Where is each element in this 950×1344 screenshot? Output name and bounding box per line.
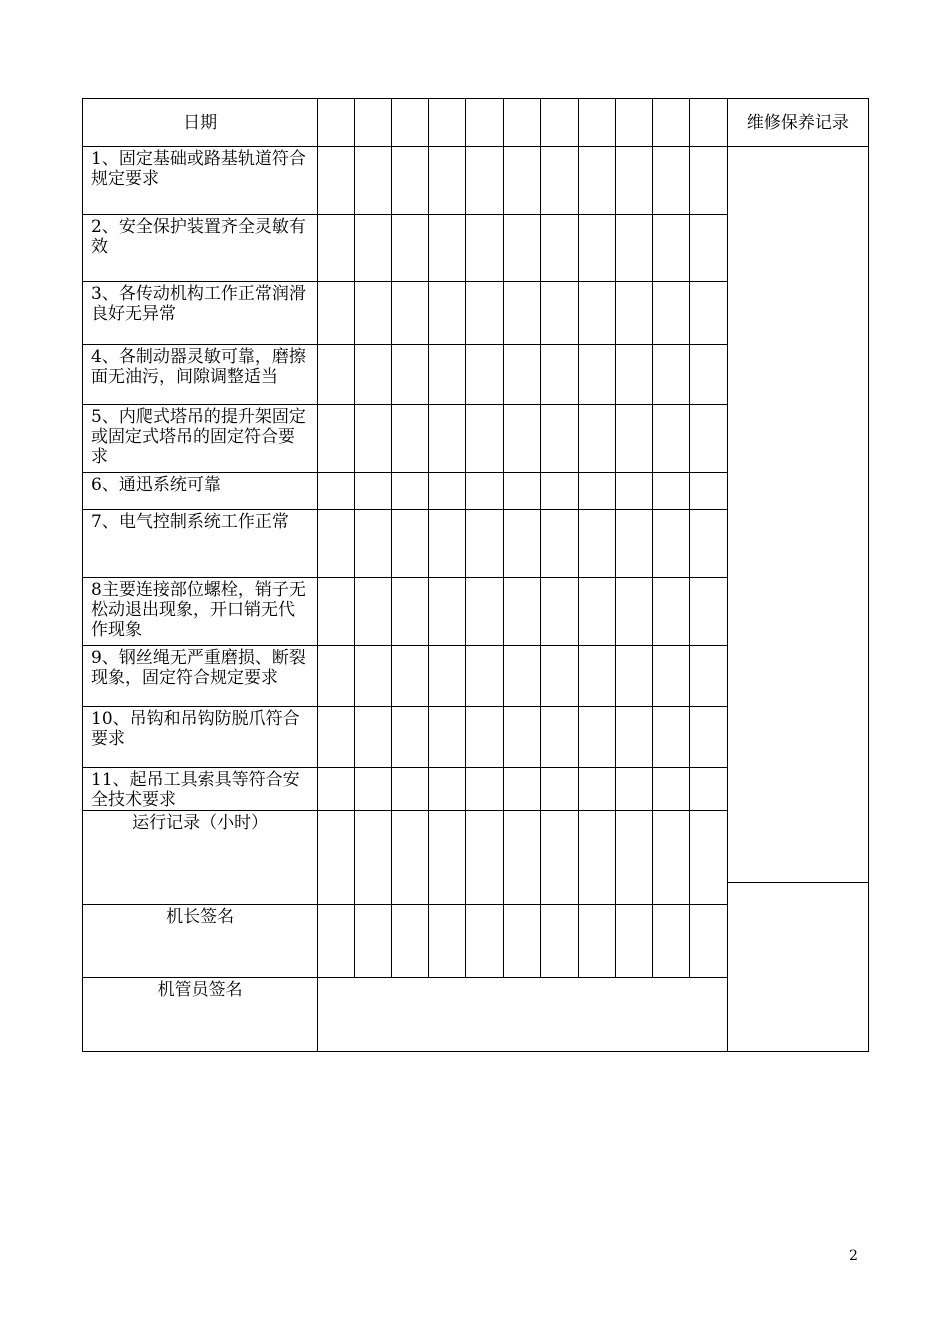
check-item-row: [83, 147, 869, 215]
date-cell[interactable]: [540, 99, 578, 147]
check-cell[interactable]: [615, 405, 652, 473]
check-cell[interactable]: [355, 473, 392, 510]
check-item-label: 4、各制动器灵敏可靠，磨擦面无油污，间隙调整适当: [83, 345, 318, 405]
check-cell[interactable]: [689, 405, 727, 473]
check-cell[interactable]: [652, 405, 689, 473]
check-cell[interactable]: [429, 473, 466, 510]
captain-sign-cell[interactable]: [355, 905, 392, 978]
check-cell[interactable]: [466, 707, 503, 768]
check-cell[interactable]: [503, 282, 540, 345]
check-cell[interactable]: [466, 768, 503, 811]
check-cell[interactable]: [318, 510, 355, 578]
check-cell[interactable]: [540, 215, 578, 282]
captain-sign-cell[interactable]: [466, 905, 503, 978]
captain-sign-cell[interactable]: [615, 905, 652, 978]
check-cell[interactable]: [429, 578, 466, 646]
check-item-label: 2、安全保护装置齐全灵敏有效: [83, 215, 318, 282]
check-cell[interactable]: [689, 768, 727, 811]
check-item-label: 8主要连接部位螺栓，销子无松动退出现象，开口销无代作现象: [83, 578, 318, 646]
check-cell[interactable]: [503, 345, 540, 405]
check-cell[interactable]: [466, 405, 503, 473]
captain-sign-cell[interactable]: [392, 905, 429, 978]
check-cell[interactable]: [652, 345, 689, 405]
date-cell[interactable]: [392, 99, 429, 147]
check-cell[interactable]: [689, 147, 727, 215]
check-cell[interactable]: [578, 768, 615, 811]
check-cell[interactable]: [392, 282, 429, 345]
check-cell[interactable]: [689, 578, 727, 646]
check-cell[interactable]: [652, 473, 689, 510]
check-cell[interactable]: [318, 345, 355, 405]
check-cell[interactable]: [466, 510, 503, 578]
check-cell[interactable]: [392, 578, 429, 646]
maintenance-header: 维修保养记录: [727, 99, 868, 147]
check-cell[interactable]: [689, 646, 727, 707]
check-cell[interactable]: [429, 707, 466, 768]
captain-sign-cell[interactable]: [318, 905, 355, 978]
check-item-label: 3、各传动机构工作正常润滑良好无异常: [83, 282, 318, 345]
run-record-cell[interactable]: [689, 811, 727, 905]
check-cell[interactable]: [578, 510, 615, 578]
check-cell[interactable]: [503, 405, 540, 473]
check-cell[interactable]: [615, 215, 652, 282]
check-item-label: 5、内爬式塔吊的提升架固定或固定式塔吊的固定符合要求: [83, 405, 318, 473]
check-cell[interactable]: [392, 510, 429, 578]
check-cell[interactable]: [578, 646, 615, 707]
check-cell[interactable]: [466, 646, 503, 707]
check-cell[interactable]: [392, 147, 429, 215]
check-cell[interactable]: [503, 510, 540, 578]
check-cell[interactable]: [318, 405, 355, 473]
check-cell[interactable]: [466, 345, 503, 405]
check-cell[interactable]: [318, 768, 355, 811]
check-cell[interactable]: [689, 510, 727, 578]
run-record-cell[interactable]: [466, 811, 503, 905]
date-cell[interactable]: [689, 99, 727, 147]
check-cell[interactable]: [318, 282, 355, 345]
check-cell[interactable]: [392, 707, 429, 768]
check-item-label: 10、吊钩和吊钩防脱爪符合要求: [83, 707, 318, 768]
check-cell[interactable]: [466, 215, 503, 282]
check-cell[interactable]: [355, 578, 392, 646]
check-cell[interactable]: [429, 646, 466, 707]
check-cell[interactable]: [652, 768, 689, 811]
check-cell[interactable]: [652, 215, 689, 282]
check-cell[interactable]: [652, 510, 689, 578]
run-record-cell[interactable]: [540, 811, 578, 905]
check-cell[interactable]: [652, 646, 689, 707]
check-item-label: 6、通迅系统可靠: [83, 473, 318, 510]
run-record-cell[interactable]: [615, 811, 652, 905]
check-cell[interactable]: [355, 510, 392, 578]
date-cell[interactable]: [355, 99, 392, 147]
run-record-cell[interactable]: [429, 811, 466, 905]
check-cell[interactable]: [540, 768, 578, 811]
run-record-cell[interactable]: [578, 811, 615, 905]
run-record-cell[interactable]: [503, 811, 540, 905]
captain-sign-cell[interactable]: [578, 905, 615, 978]
check-cell[interactable]: [689, 473, 727, 510]
date-cell[interactable]: [466, 99, 503, 147]
check-cell[interactable]: [689, 282, 727, 345]
check-cell[interactable]: [540, 707, 578, 768]
check-cell[interactable]: [578, 473, 615, 510]
page-number: 2: [849, 1248, 858, 1264]
check-cell[interactable]: [355, 345, 392, 405]
check-cell[interactable]: [540, 345, 578, 405]
check-cell[interactable]: [503, 768, 540, 811]
captain-sign-cell[interactable]: [503, 905, 540, 978]
check-cell[interactable]: [578, 405, 615, 473]
captain-sign-cell[interactable]: [689, 905, 727, 978]
check-cell[interactable]: [615, 147, 652, 215]
date-cell[interactable]: [652, 99, 689, 147]
run-record-label: 运行记录（小时）: [83, 811, 318, 905]
check-cell[interactable]: [540, 646, 578, 707]
check-cell[interactable]: [615, 473, 652, 510]
check-cell[interactable]: [689, 215, 727, 282]
captain-sign-label: 机长签名: [83, 905, 318, 978]
check-item-label: 1、固定基础或路基轨道符合规定要求: [83, 147, 318, 215]
check-cell[interactable]: [466, 282, 503, 345]
maintenance-record-area[interactable]: [727, 147, 868, 883]
check-cell[interactable]: [318, 646, 355, 707]
check-cell[interactable]: [503, 147, 540, 215]
check-cell[interactable]: [466, 147, 503, 215]
check-cell[interactable]: [540, 147, 578, 215]
check-cell[interactable]: [540, 510, 578, 578]
check-cell[interactable]: [392, 473, 429, 510]
check-cell[interactable]: [355, 405, 392, 473]
run-record-cell[interactable]: [392, 811, 429, 905]
date-cell[interactable]: [429, 99, 466, 147]
check-cell[interactable]: [689, 345, 727, 405]
check-cell[interactable]: [540, 405, 578, 473]
check-cell[interactable]: [503, 578, 540, 646]
check-cell[interactable]: [652, 282, 689, 345]
check-cell[interactable]: [503, 707, 540, 768]
check-cell[interactable]: [392, 345, 429, 405]
check-cell[interactable]: [652, 707, 689, 768]
captain-sign-cell[interactable]: [540, 905, 578, 978]
check-cell[interactable]: [503, 215, 540, 282]
check-cell[interactable]: [540, 578, 578, 646]
check-cell[interactable]: [355, 147, 392, 215]
check-item-label: 9、钢丝绳无严重磨损、断裂现象，固定符合规定要求: [83, 646, 318, 707]
check-cell[interactable]: [429, 215, 466, 282]
check-cell[interactable]: [652, 578, 689, 646]
check-cell[interactable]: [392, 768, 429, 811]
check-cell[interactable]: [355, 215, 392, 282]
check-cell[interactable]: [429, 768, 466, 811]
inspection-table: [82, 98, 869, 1052]
check-cell[interactable]: [429, 147, 466, 215]
captain-sign-cell[interactable]: [429, 905, 466, 978]
check-cell[interactable]: [318, 578, 355, 646]
check-cell[interactable]: [578, 578, 615, 646]
header-row: [83, 99, 869, 147]
check-cell[interactable]: [318, 707, 355, 768]
date-cell[interactable]: [615, 99, 652, 147]
check-cell[interactable]: [540, 282, 578, 345]
check-cell[interactable]: [392, 215, 429, 282]
date-cell[interactable]: [503, 99, 540, 147]
check-cell[interactable]: [615, 646, 652, 707]
captain-sign-cell[interactable]: [652, 905, 689, 978]
check-cell[interactable]: [429, 510, 466, 578]
check-cell[interactable]: [429, 345, 466, 405]
run-record-cell[interactable]: [652, 811, 689, 905]
check-cell[interactable]: [429, 405, 466, 473]
check-cell[interactable]: [429, 282, 466, 345]
check-cell[interactable]: [318, 215, 355, 282]
check-cell[interactable]: [652, 147, 689, 215]
check-cell[interactable]: [578, 707, 615, 768]
manager-sign-field[interactable]: [318, 978, 728, 1052]
check-cell[interactable]: [355, 768, 392, 811]
check-cell[interactable]: [392, 646, 429, 707]
check-item-label: 7、电气控制系统工作正常: [83, 510, 318, 578]
check-cell[interactable]: [540, 473, 578, 510]
date-cell[interactable]: [318, 99, 355, 147]
check-cell[interactable]: [355, 646, 392, 707]
check-cell[interactable]: [578, 345, 615, 405]
date-header: 日期: [83, 99, 318, 147]
check-cell[interactable]: [503, 473, 540, 510]
check-cell[interactable]: [318, 147, 355, 215]
check-cell[interactable]: [689, 707, 727, 768]
check-cell[interactable]: [466, 473, 503, 510]
run-record-cell[interactable]: [355, 811, 392, 905]
check-cell[interactable]: [615, 510, 652, 578]
run-record-cell[interactable]: [318, 811, 355, 905]
check-cell[interactable]: [318, 473, 355, 510]
manager-sign-label: 机管员签名: [83, 978, 318, 1052]
check-cell[interactable]: [615, 345, 652, 405]
check-cell[interactable]: [466, 578, 503, 646]
check-cell[interactable]: [503, 646, 540, 707]
check-cell[interactable]: [615, 578, 652, 646]
check-item-label: 11、起吊工具索具等符合安全技术要求: [83, 768, 318, 811]
check-cell[interactable]: [355, 707, 392, 768]
check-cell[interactable]: [615, 768, 652, 811]
check-cell[interactable]: [615, 282, 652, 345]
check-cell[interactable]: [578, 147, 615, 215]
check-cell[interactable]: [578, 215, 615, 282]
check-cell[interactable]: [392, 405, 429, 473]
date-cell[interactable]: [578, 99, 615, 147]
maintenance-sign-area[interactable]: [727, 883, 868, 1052]
check-cell[interactable]: [578, 282, 615, 345]
check-cell[interactable]: [615, 707, 652, 768]
check-cell[interactable]: [355, 282, 392, 345]
